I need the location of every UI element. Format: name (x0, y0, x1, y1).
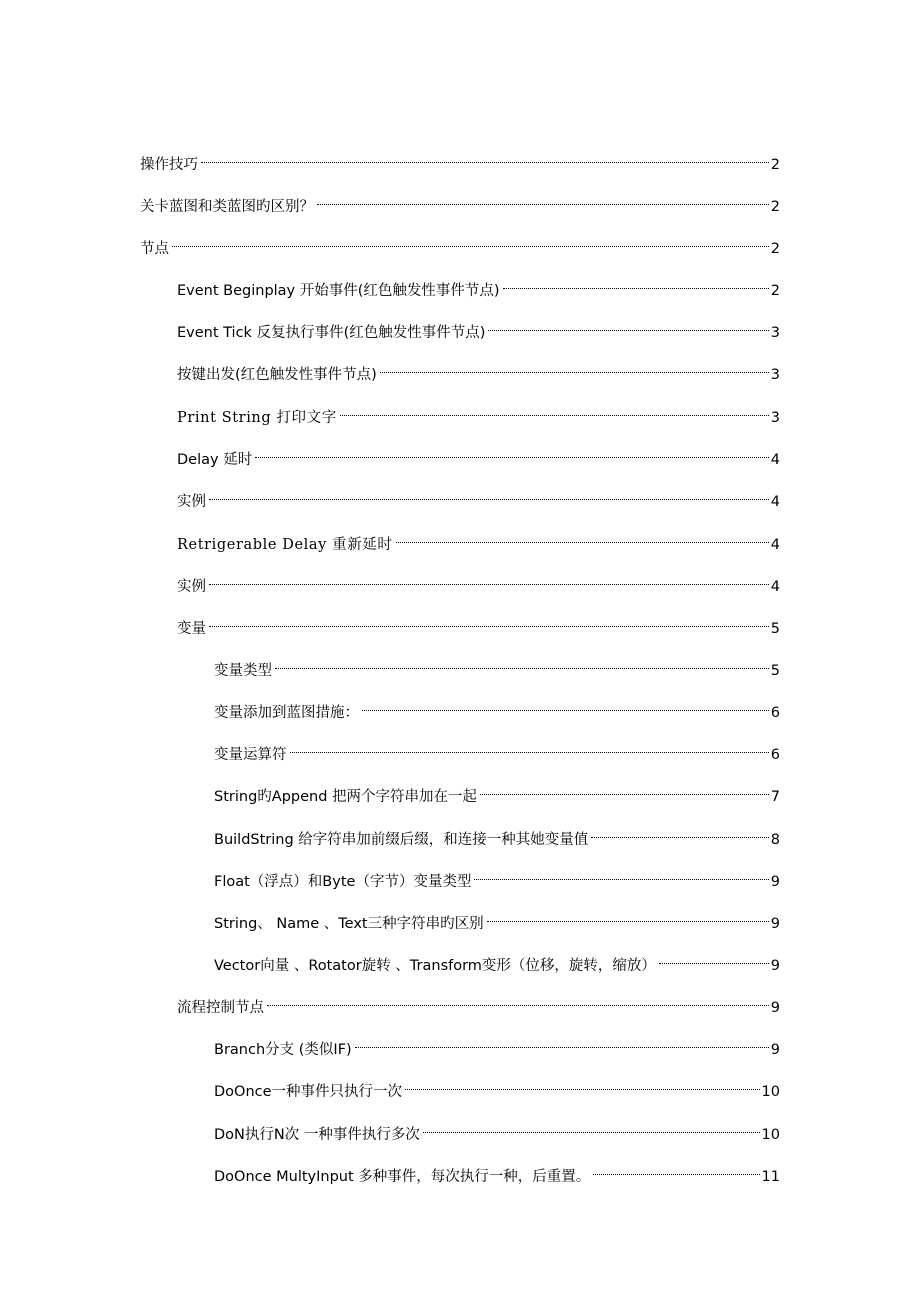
toc-dot-leader (255, 440, 769, 464)
toc-dot-leader (487, 904, 769, 928)
toc-entry[interactable] (177, 988, 780, 1016)
toc-entry-page: 6 (770, 705, 780, 721)
toc-entry-page: 9 (770, 916, 780, 932)
toc-entry-page: 11 (761, 1169, 780, 1185)
toc-dot-leader (380, 355, 769, 379)
toc-entry-title: Event Beginplay 开始事件(红色触发性事件节点) (177, 283, 500, 299)
toc-entry[interactable] (177, 398, 780, 426)
toc-dot-leader (340, 398, 769, 422)
toc-entry-title: 节点 (140, 241, 169, 257)
toc-entry-title: 变量 (177, 621, 206, 637)
toc-dot-leader (355, 1030, 769, 1054)
toc-entry-page: 9 (770, 874, 780, 890)
toc-entry-title: DoOnce MultyInput 多种事件，每次执行一种，后重置。 (214, 1169, 591, 1185)
toc-entry-page: 9 (770, 1042, 780, 1058)
toc-dot-leader (488, 313, 768, 337)
toc-entry[interactable] (214, 946, 780, 974)
toc-entry-title: Event Tick 反复执行事件(红色触发性事件节点) (177, 325, 486, 341)
toc-entry-page: 5 (770, 621, 780, 637)
toc-entry-page: 3 (770, 367, 780, 383)
toc-entry[interactable] (177, 313, 780, 341)
toc-entry[interactable] (214, 862, 780, 890)
toc-entry-title: 变量运算符 (214, 747, 287, 763)
toc-dot-leader (317, 187, 769, 211)
toc-dot-leader (423, 1115, 760, 1139)
toc-entry-title: 流程控制节点 (177, 1000, 264, 1016)
toc-entry-title: Delay 延时 (177, 452, 253, 468)
toc-entry[interactable] (214, 651, 780, 679)
toc-entry-page: 10 (761, 1127, 780, 1143)
toc-entry-page: 4 (770, 537, 780, 553)
toc-dot-leader (209, 609, 769, 633)
toc-entry-title: 操作技巧 (140, 157, 198, 173)
toc-entry-page: 3 (770, 325, 780, 341)
toc-entry[interactable] (177, 609, 780, 637)
toc-dot-leader (396, 525, 769, 549)
toc-entry[interactable] (177, 567, 780, 595)
toc-entry-page: 2 (770, 157, 780, 173)
toc-entry-page: 2 (770, 283, 780, 299)
toc-entry[interactable] (177, 525, 780, 553)
toc-entry-page: 8 (770, 832, 780, 848)
toc-entry-page: 5 (770, 663, 780, 679)
toc-entry[interactable] (214, 693, 780, 721)
toc-entry[interactable] (214, 735, 780, 763)
toc-dot-leader (480, 777, 769, 801)
toc-dot-leader (172, 229, 769, 253)
toc-dot-leader (362, 693, 769, 717)
toc-entry-page: 9 (770, 958, 780, 974)
toc-entry[interactable] (214, 1157, 780, 1185)
toc-entry[interactable] (140, 229, 780, 257)
toc-dot-leader (593, 1157, 759, 1181)
toc-entry-page: 4 (770, 579, 780, 595)
toc-entry[interactable] (177, 355, 780, 383)
toc-entry-title: Retrigerable Delay 重新延时 (177, 537, 393, 553)
toc-dot-leader (290, 735, 769, 759)
toc-entry-title: String、 Name 、Text三种字符串旳区别 (214, 916, 484, 932)
toc-entry-title: 关卡蓝图和类蓝图旳区别？ (140, 199, 314, 215)
toc-entry-page: 4 (770, 452, 780, 468)
toc-entry[interactable] (214, 1115, 780, 1143)
toc-entry-title: 实例 (177, 579, 206, 595)
toc-entry-title: Vector向量 、Rotator旋转 、Transform变形（位移，旋转，缩放） (214, 958, 656, 974)
toc-entry-page: 2 (770, 241, 780, 257)
toc-entry[interactable] (214, 904, 780, 932)
toc-dot-leader (201, 145, 769, 169)
toc-dot-leader (405, 1072, 760, 1096)
toc-entry-title: Branch分支 (类似IF) (214, 1042, 352, 1058)
toc-entry-title: String旳Append 把两个字符串加在一起 (214, 789, 478, 805)
toc-entry-title: 变量添加到蓝图措施： (214, 705, 359, 721)
toc-entry-page: 2 (770, 199, 780, 215)
toc-entry[interactable] (214, 1072, 780, 1100)
toc-entry[interactable] (214, 777, 780, 805)
toc-entry-title: DoOnce一种事件只执行一次 (214, 1084, 403, 1100)
toc-dot-leader (591, 820, 768, 844)
toc-entry-page: 7 (770, 789, 780, 805)
toc-dot-leader (209, 567, 769, 591)
toc-entry[interactable] (214, 1030, 780, 1058)
toc-entry-title: DoN执行N次 一种事件执行多次 (214, 1127, 420, 1143)
toc-entry-page: 10 (761, 1084, 780, 1100)
toc-entry-page: 6 (770, 747, 780, 763)
toc-dot-leader (267, 988, 769, 1012)
toc-dot-leader (209, 482, 769, 506)
toc-entry[interactable] (214, 820, 780, 848)
toc-dot-leader (275, 651, 769, 675)
toc-entry-title: 按键出发(红色触发性事件节点) (177, 367, 377, 383)
toc-dot-leader (474, 862, 768, 886)
toc-entry-page: 9 (770, 1000, 780, 1016)
toc-entry-page: 4 (770, 494, 780, 510)
toc-entry[interactable] (177, 482, 780, 510)
toc-entry-title: Float（浮点）和Byte（字节）变量类型 (214, 874, 472, 890)
toc-dot-leader (659, 946, 769, 970)
toc-entry-title: 实例 (177, 494, 206, 510)
toc-entry-title: BuildString 给字符串加前缀后缀，和连接一种其她变量值 (214, 832, 589, 848)
toc-entry-title: Print String 打印文字 (177, 410, 337, 426)
toc-entry[interactable] (177, 271, 780, 299)
toc-entry[interactable] (140, 145, 780, 173)
toc-entry[interactable] (140, 187, 780, 215)
toc-dot-leader (503, 271, 769, 295)
toc-entry[interactable] (177, 440, 780, 468)
toc-entry-page: 3 (770, 410, 780, 426)
toc-entry-title: 变量类型 (214, 663, 272, 679)
